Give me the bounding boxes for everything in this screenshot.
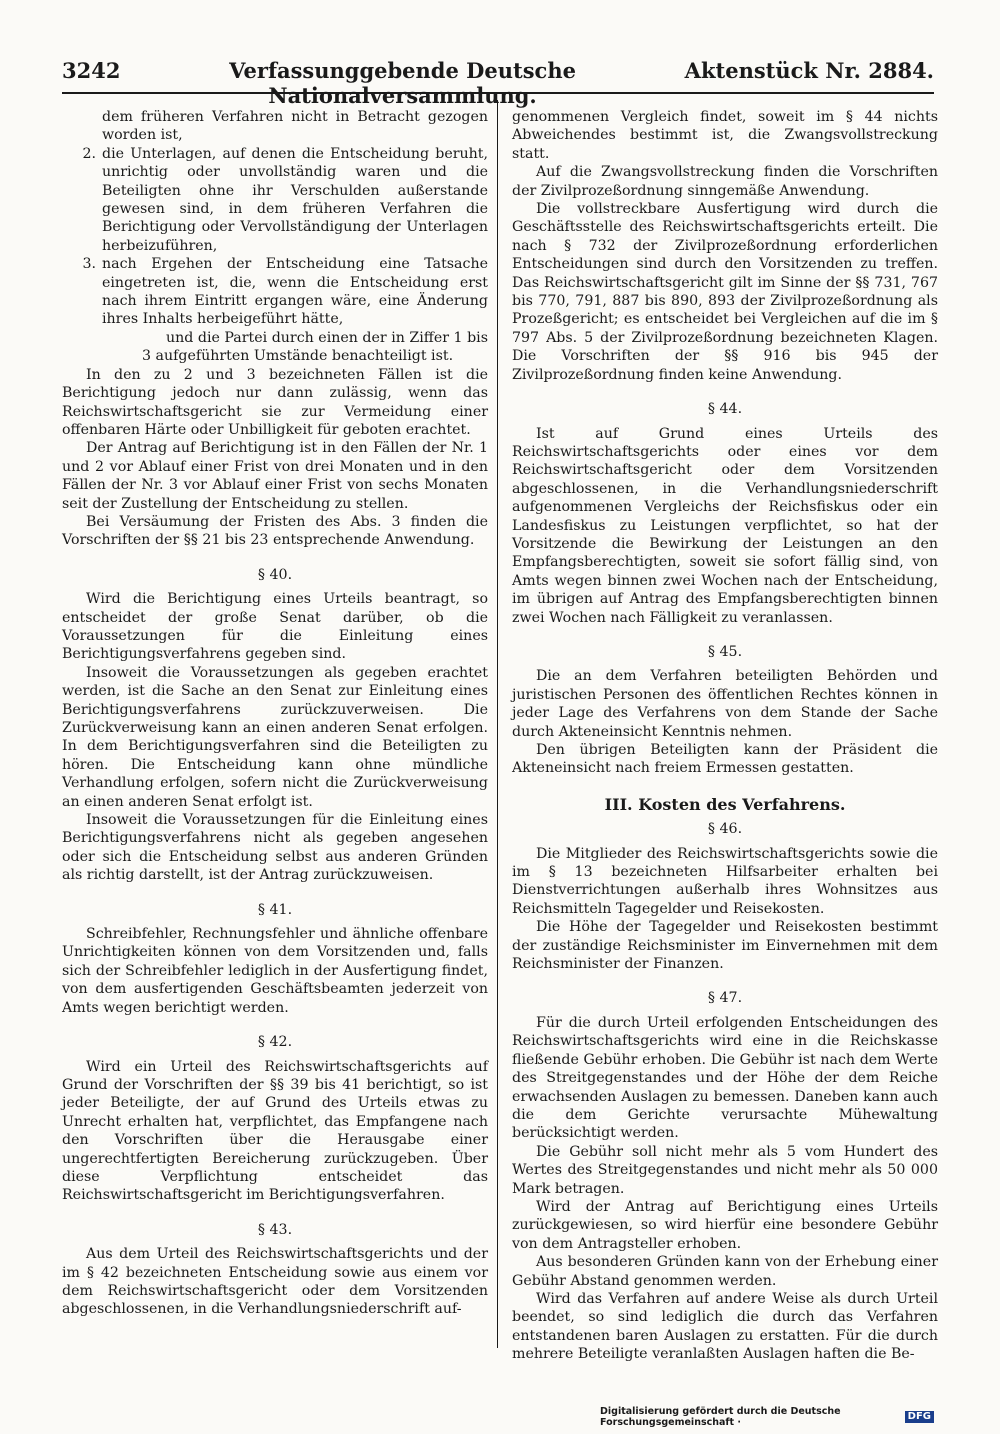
paragraph: genommenen Vergleich findet, soweit im § 44 nichts Abweichendes bestimmt ist, die Zwangsvollstreckung statt. <box>512 109 938 162</box>
list-item-text: die Unterlagen, auf denen die Entscheidung beruht, unrichtig oder unvollständig waren und die Beteiligten ohne ihr Verschulden außerstande gewesen sind, in dem früheren Verfahren die Berichtigung oder Vervollständigung der Unterlagen herbeizuführen, <box>102 145 488 254</box>
column-divider <box>497 100 498 1348</box>
paragraph: Ist auf Grund eines Urteils des Reichswirtschaftsgerichts oder eines vor dem Reichswirtschaftsgericht oder dem Vorsitzenden abgeschlossenen, in die Verhandlungsniederschrift aufgenommenen Vergleichs der Reichsfiskus oder ein Landesfiskus zu Leistungen verpflichtet, so hat der Vorsitzende die Bewirkung der Leistungen an den Empfangsberechtigten, soweit sie sofort fällig sind, von Amts wegen binnen zwei Wochen nach der Entscheidung, im übrigen auf Antrag des Empfangsberechtigten binnen zwei Wochen nach Fälligkeit zu veranlassen. <box>512 425 938 626</box>
right-column <box>512 108 938 1363</box>
paragraph: Aus dem Urteil des Reichswirtschaftsgerichts und der im § 42 bezeichneten Entscheidung sowie aus einem vor dem Reichswirtschaftsgericht oder dem Vorsitzenden abgeschlossenen, in die Verhandlungsniederschrift auf- <box>62 1246 488 1318</box>
section-heading: § 42. <box>257 1034 293 1051</box>
page-title: Verfassunggebende Deutsche Nationalversammlung. <box>229 58 576 108</box>
paragraph: Den übrigen Beteiligten kann der Präsident die Akteneinsicht nach freiem Ermessen gestatten. <box>512 742 938 777</box>
page-header <box>62 58 934 108</box>
paragraph: Aus besonderen Gründen kann von der Erhebung einer Gebühr Abstand genommen werden. <box>512 1254 938 1289</box>
paragraph: Wird das Verfahren auf andere Weise als durch Urteil beendet, so sind lediglich die durch das Verfahren entstandenen baren Auslagen zu erstatten. Für die durch mehrere Beteiligte veranlaßten Auslagen haften die Be- <box>512 1290 938 1363</box>
list-item <box>62 145 488 255</box>
list-item-text: nach Ergehen der Entscheidung eine Tatsache eingetreten ist, die, wenn die Entscheidung erst nach ihrem Eintritt ergangen wäre, eine Änderung ihres Inhalts herbeigeführt hätte, <box>102 256 488 328</box>
paragraph: Wird der Antrag auf Berichtigung eines Urteils zurückgewiesen, so wird hierfür eine besondere Gebühr von dem Antragsteller erhoben. <box>512 1198 938 1252</box>
document-reference: Aktenstück Nr. 2884. <box>684 58 934 83</box>
dfg-logo: DFG <box>905 1411 934 1423</box>
section-heading: § 47. <box>707 990 743 1007</box>
credit-text: Digitalisierung gefördert durch die Deutsche Forschungsgemeinschaft · <box>600 1406 841 1428</box>
paragraph: Schreibfehler, Rechnungsfehler und ähnliche offenbare Unrichtigkeiten können von dem Vorsitzenden und, falls sich der Schreibfehler lediglich in der Ausfertigung findet, von dem ausfertigenden Geschäftsbeamten jederzeit von Amts wegen berichtigt werden. <box>62 926 488 1016</box>
paragraph: Die Gebühr soll nicht mehr als 5 vom Hundert des Wertes des Streitgegenstandes und nicht mehr als 50 000 Mark betragen. <box>512 1143 938 1197</box>
section-heading: § 44. <box>707 401 743 418</box>
paragraph: Auf die Zwangsvollstreckung finden die Vorschriften der Zivilprozeßordnung sinngemäße Anwendung. <box>512 164 938 199</box>
section-heading: § 43. <box>257 1221 293 1238</box>
paragraph: Insoweit die Voraussetzungen für die Einleitung eines Berichtigungsverfahrens nicht als gegeben angesehen oder sich die Entscheidung selbst aus anderen Gründen als richtig darstellt, ist der Antrag zurückzuweisen. <box>62 812 488 884</box>
section-heading: § 40. <box>257 566 293 583</box>
paragraph: und die Partei durch einen der in Ziffer 1 bis 3 aufgeführten Umstände benachteiligt ist. <box>142 329 488 365</box>
left-column <box>62 108 488 1348</box>
chapter-heading: III. Kosten des Verfahrens. <box>604 794 846 814</box>
header-rule <box>62 92 934 94</box>
paragraph: Bei Versäumung der Fristen des Abs. 3 finden die Vorschriften der §§ 21 bis 23 entsprechende Anwendung. <box>62 513 488 549</box>
paragraph: In den zu 2 und 3 bezeichneten Fällen ist die Berichtigung jedoch nur dann zulässig, wenn das Reichswirtschaftsgericht sie zur Vermeidung einer offenbaren Härte oder Unbilligkeit für geboten erachtet. <box>62 366 488 438</box>
section-heading: § 46. <box>707 821 743 838</box>
list-item-number: 3. <box>82 256 96 273</box>
paragraph: Für die durch Urteil erfolgenden Entscheidungen des Reichswirtschaftsgerichts wird eine in die Reichskasse fließende Gebühr erhoben. Die Gebühr ist nach dem Werte des Streitgegenstandes und der Höhe der dem Reiche erwachsenden Auslagen zu bemessen. Daneben kann auch die dem Gerichte verursachte Mühewaltung berücksichtigt werden. <box>512 1014 938 1142</box>
paragraph: Wird die Berichtigung eines Urteils beantragt, so entscheidet der große Senat darüber, ob die Voraussetzungen für die Einleitung eines Berichtigungsverfahrens gegeben sind. <box>62 591 488 663</box>
section-heading: § 45. <box>707 643 743 660</box>
paragraph: Die Mitglieder des Reichswirtschaftsgerichts sowie die im § 13 bezeichneten Hilfsarbeiter erhalten bei Dienstverrichtungen außerhalb ihres Wohnsitzes aus Reichsmitteln Tagegelder und Reisekosten. <box>512 845 938 917</box>
paragraph: Die an dem Verfahren beteiligten Behörden und juristischen Personen des öffentlichen Rechtes können in jeder Lage des Verfahrens von dem Stande der Sache durch Akteneinsicht Kenntnis nehmen. <box>512 668 938 740</box>
paragraph: Die vollstreckbare Ausfertigung wird durch die Geschäftsstelle des Reichswirtschaftsgerichts erteilt. Die nach § 732 der Zivilprozeßordnung erforderlichen Entscheidungen sind durch den Vorsitzenden zu treffen. Das Reichswirtschaftsgericht gilt im Sinne der §§ 731, 767 bis 770, 791, 887 bis 890, 893 der Zivilprozeßordnung als Prozeßgericht; es entscheidet bei Vergleichen auf die im § 797 Abs. 5 der Zivilprozeßordnung bezeichneten Klagen. Die Vorschriften der §§ 916 bis 945 der Zivilprozeßordnung finden keine Anwendung. <box>512 201 938 383</box>
paragraph: Wird ein Urteil des Reichswirtschaftsgerichts auf Grund der Vorschriften der §§ 39 bis 41 berichtigt, so ist jeder Beteiligte, der auf Grund des Urteils etwas zu Unrecht erhalten hat, verpflichtet, das Empfangene nach den Vorschriften über die Herausgabe einer ungerechtfertigten Bereicherung zurückzugeben. Über diese Verpflichtung entscheidet das Reichswirtschaftsgericht im Berichtigungsverfahren. <box>62 1058 488 1204</box>
paragraph: Insoweit die Voraussetzungen als gegeben erachtet werden, ist die Sache an den Senat zur Einleitung eines Berichtigungsverfahrens zurückzuverweisen. Die Zurückverweisung kann an einen anderen Senat erfolgen. In dem Berichtigungsverfahren sind die Beteiligten zu hören. Die Entscheidung kann ohne mündliche Verhandlung erfolgen, sofern nicht die Zurückverweisung an einen anderen Senat erfolgt ist. <box>62 664 488 810</box>
digitization-credit <box>600 1406 934 1428</box>
paragraph: Die Höhe der Tagegelder und Reisekosten bestimmt der zuständige Reichsminister im Einvernehmen mit dem Reichsminister der Finanzen. <box>512 919 938 973</box>
paragraph: dem früheren Verfahren nicht in Betracht gezogen worden ist, <box>102 109 488 144</box>
section-heading: § 41. <box>257 901 293 918</box>
list-item-number: 2. <box>82 145 96 162</box>
list-item <box>62 255 488 329</box>
paragraph: Der Antrag auf Berichtigung ist in den Fällen der Nr. 1 und 2 vor Ablauf einer Frist von drei Monaten und in den Fällen der Nr. 3 vor Ablauf einer Frist von sechs Monaten seit der Zustellung der Entscheidung zu stellen. <box>62 440 488 512</box>
page-number: 3242 <box>62 58 121 83</box>
